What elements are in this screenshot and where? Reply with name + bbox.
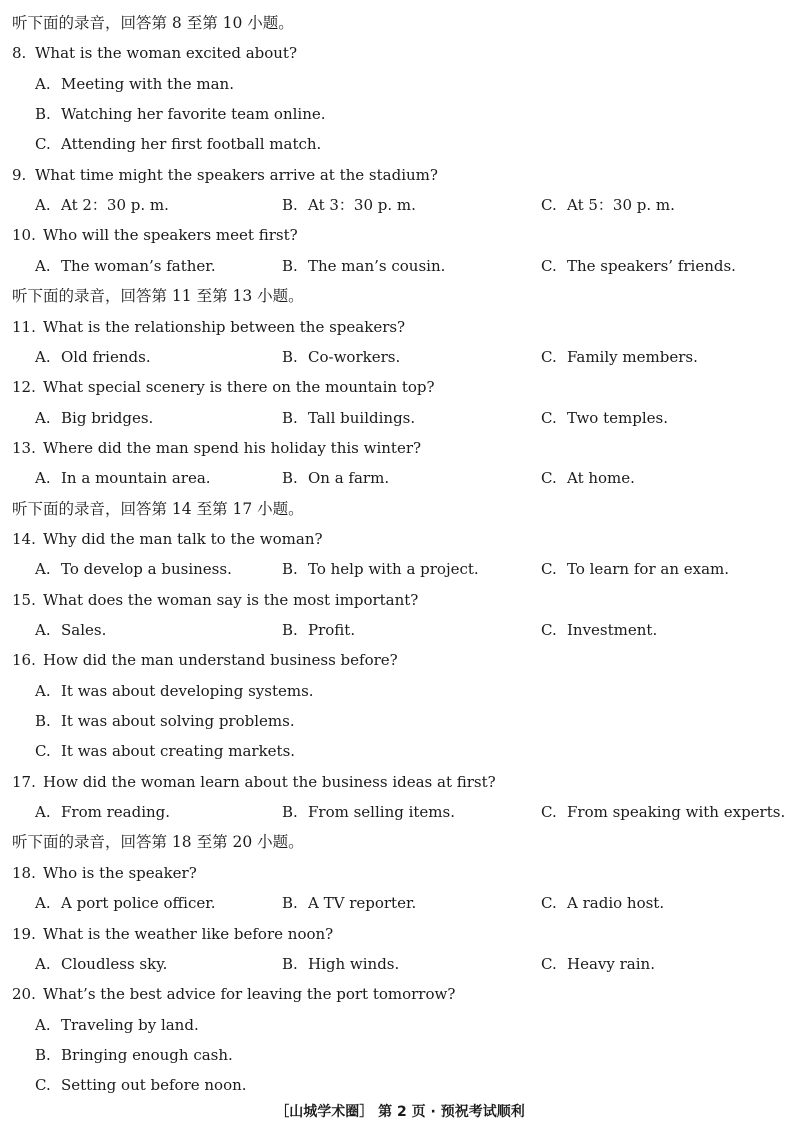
option-text: A port police officer. <box>61 894 216 912</box>
option-text: In a mountain area. <box>61 469 211 487</box>
option-letter: C. <box>35 742 51 760</box>
question-stem <box>0 524 800 554</box>
option-text: High winds. <box>308 955 400 973</box>
options-row <box>0 949 800 979</box>
options-row <box>0 463 800 493</box>
options-row <box>0 888 800 918</box>
options-row <box>0 797 800 827</box>
question-stem <box>0 767 800 797</box>
section-instruction <box>0 827 800 857</box>
option-text: The woman’s father. <box>61 257 216 275</box>
options-row <box>0 342 800 372</box>
option-text: A TV reporter. <box>308 894 417 912</box>
option-text: Family members. <box>567 348 698 366</box>
section-instruction <box>0 8 800 38</box>
question-number: 17. <box>12 773 36 791</box>
option-text: At 2：30 p. m. <box>61 196 169 214</box>
question-text: What’s the best advice for leaving the port tomorrow? <box>43 985 456 1003</box>
question-number: 9. <box>12 166 27 184</box>
question-number: 8. <box>12 44 27 62</box>
question-stem <box>0 433 800 463</box>
option-letter: B. <box>282 955 298 973</box>
options-row <box>0 615 800 645</box>
option-text: On a farm. <box>308 469 390 487</box>
section-instruction-text: 听下面的录音，回答第 14 至第 17 小题。 <box>12 500 304 518</box>
option-letter: C. <box>541 469 557 487</box>
option-text: Investment. <box>567 621 658 639</box>
option-text: Profit. <box>308 621 356 639</box>
option-letter: B. <box>282 469 298 487</box>
option-text: Heavy rain. <box>567 955 655 973</box>
question-text: Who is the speaker? <box>43 864 197 882</box>
option-letter: A. <box>35 469 51 487</box>
option-text: Setting out before noon. <box>61 1076 247 1094</box>
option-line <box>0 1010 800 1040</box>
option-letter: A. <box>35 955 51 973</box>
option-text: Tall buildings. <box>308 409 416 427</box>
option-text: It was about creating markets. <box>61 742 296 760</box>
question-number: 15. <box>12 591 36 609</box>
question-number: 18. <box>12 864 36 882</box>
option-letter: B. <box>282 348 298 366</box>
option-text: From reading. <box>61 803 171 821</box>
option-letter: B. <box>35 105 51 123</box>
question-stem <box>0 979 800 1009</box>
option-text: At 5：30 p. m. <box>567 196 675 214</box>
question-stem <box>0 160 800 190</box>
question-text: What does the woman say is the most important? <box>43 591 419 609</box>
option-line <box>0 1040 800 1070</box>
option-line <box>0 1070 800 1100</box>
question-stem <box>0 38 800 68</box>
question-number: 19. <box>12 925 36 943</box>
option-text: Watching her favorite team online. <box>61 105 326 123</box>
question-number: 10. <box>12 226 36 244</box>
question-number: 13. <box>12 439 36 457</box>
option-letter: A. <box>35 682 51 700</box>
option-text: To learn for an exam. <box>567 560 730 578</box>
option-text: It was about developing systems. <box>61 682 314 700</box>
option-letter: A. <box>35 1016 51 1034</box>
option-text: At 3：30 p. m. <box>308 196 416 214</box>
section-instruction <box>0 281 800 311</box>
option-text: The man’s cousin. <box>308 257 446 275</box>
option-line <box>0 736 800 766</box>
option-letter: C. <box>541 196 557 214</box>
option-letter: C. <box>541 409 557 427</box>
question-stem <box>0 645 800 675</box>
question-text: Who will the speakers meet first? <box>43 226 298 244</box>
option-line <box>0 69 800 99</box>
options-row <box>0 554 800 584</box>
option-text: At home. <box>567 469 635 487</box>
option-letter: A. <box>35 257 51 275</box>
question-stem <box>0 372 800 402</box>
option-letter: A. <box>35 560 51 578</box>
question-text: How did the woman learn about the business ideas at first? <box>43 773 496 791</box>
question-text: What is the weather like before noon? <box>43 925 334 943</box>
option-line <box>0 676 800 706</box>
options-row <box>0 403 800 433</box>
option-letter: B. <box>282 560 298 578</box>
option-text: Meeting with the man. <box>61 75 234 93</box>
option-line <box>0 99 800 129</box>
option-text: The speakers’ friends. <box>567 257 736 275</box>
question-text: What time might the speakers arrive at the stadium? <box>35 166 438 184</box>
question-text: Where did the man spend his holiday this winter? <box>43 439 422 457</box>
option-text: To develop a business. <box>61 560 232 578</box>
option-text: Big bridges. <box>61 409 154 427</box>
option-letter: B. <box>35 712 51 730</box>
option-letter: A. <box>35 621 51 639</box>
option-letter: B. <box>282 196 298 214</box>
question-text: How did the man understand business before? <box>43 651 398 669</box>
option-letter: C. <box>541 560 557 578</box>
option-text: Sales. <box>61 621 107 639</box>
option-letter: C. <box>541 803 557 821</box>
option-letter: A. <box>35 803 51 821</box>
question-number: 20. <box>12 985 36 1003</box>
option-text: From speaking with experts. <box>567 803 786 821</box>
option-letter: B. <box>282 257 298 275</box>
option-text: Cloudless sky. <box>61 955 168 973</box>
option-letter: C. <box>541 348 557 366</box>
option-letter: B. <box>282 803 298 821</box>
option-letter: A. <box>35 348 51 366</box>
question-number: 14. <box>12 530 36 548</box>
question-stem <box>0 919 800 949</box>
option-letter: C. <box>541 257 557 275</box>
option-letter: B. <box>282 621 298 639</box>
question-number: 12. <box>12 378 36 396</box>
option-text: Bringing enough cash. <box>61 1046 233 1064</box>
option-letter: C. <box>35 1076 51 1094</box>
option-letter: C. <box>541 894 557 912</box>
question-text: What is the woman excited about? <box>35 44 297 62</box>
question-stem <box>0 312 800 342</box>
option-letter: B. <box>282 894 298 912</box>
option-text: It was about solving problems. <box>61 712 295 730</box>
question-number: 11. <box>12 318 36 336</box>
option-text: Traveling by land. <box>61 1016 199 1034</box>
question-text: What special scenery is there on the mountain top? <box>43 378 435 396</box>
option-letter: A. <box>35 75 51 93</box>
option-letter: A. <box>35 409 51 427</box>
option-text: From selling items. <box>308 803 455 821</box>
question-text: Why did the man talk to the woman? <box>43 530 323 548</box>
option-text: A radio host. <box>567 894 665 912</box>
question-stem <box>0 858 800 888</box>
section-instruction-text: 听下面的录音，回答第 11 至第 13 小题。 <box>12 287 304 305</box>
option-letter: B. <box>282 409 298 427</box>
section-instruction-text: 听下面的录音，回答第 8 至第 10 小题。 <box>12 14 294 32</box>
option-letter: C. <box>541 621 557 639</box>
option-text: Attending her first football match. <box>61 135 322 153</box>
option-text: Co-workers. <box>308 348 401 366</box>
option-text: Two temples. <box>567 409 668 427</box>
option-line <box>0 706 800 736</box>
options-row <box>0 251 800 281</box>
option-letter: C. <box>541 955 557 973</box>
option-letter: A. <box>35 894 51 912</box>
option-letter: C. <box>35 135 51 153</box>
option-text: Old friends. <box>61 348 151 366</box>
question-number: 16. <box>12 651 36 669</box>
question-stem <box>0 220 800 250</box>
option-line <box>0 129 800 159</box>
section-instruction <box>0 494 800 524</box>
section-instruction-text: 听下面的录音，回答第 18 至第 20 小题。 <box>12 833 304 851</box>
option-letter: B. <box>35 1046 51 1064</box>
options-row <box>0 190 800 220</box>
option-text: To help with a project. <box>308 560 479 578</box>
question-stem <box>0 585 800 615</box>
page-footer: ［山城学术圈］ 第 2 页 · 预祝考试顺利 <box>275 1104 525 1120</box>
question-text: What is the relationship between the speakers? <box>43 318 406 336</box>
option-letter: A. <box>35 196 51 214</box>
